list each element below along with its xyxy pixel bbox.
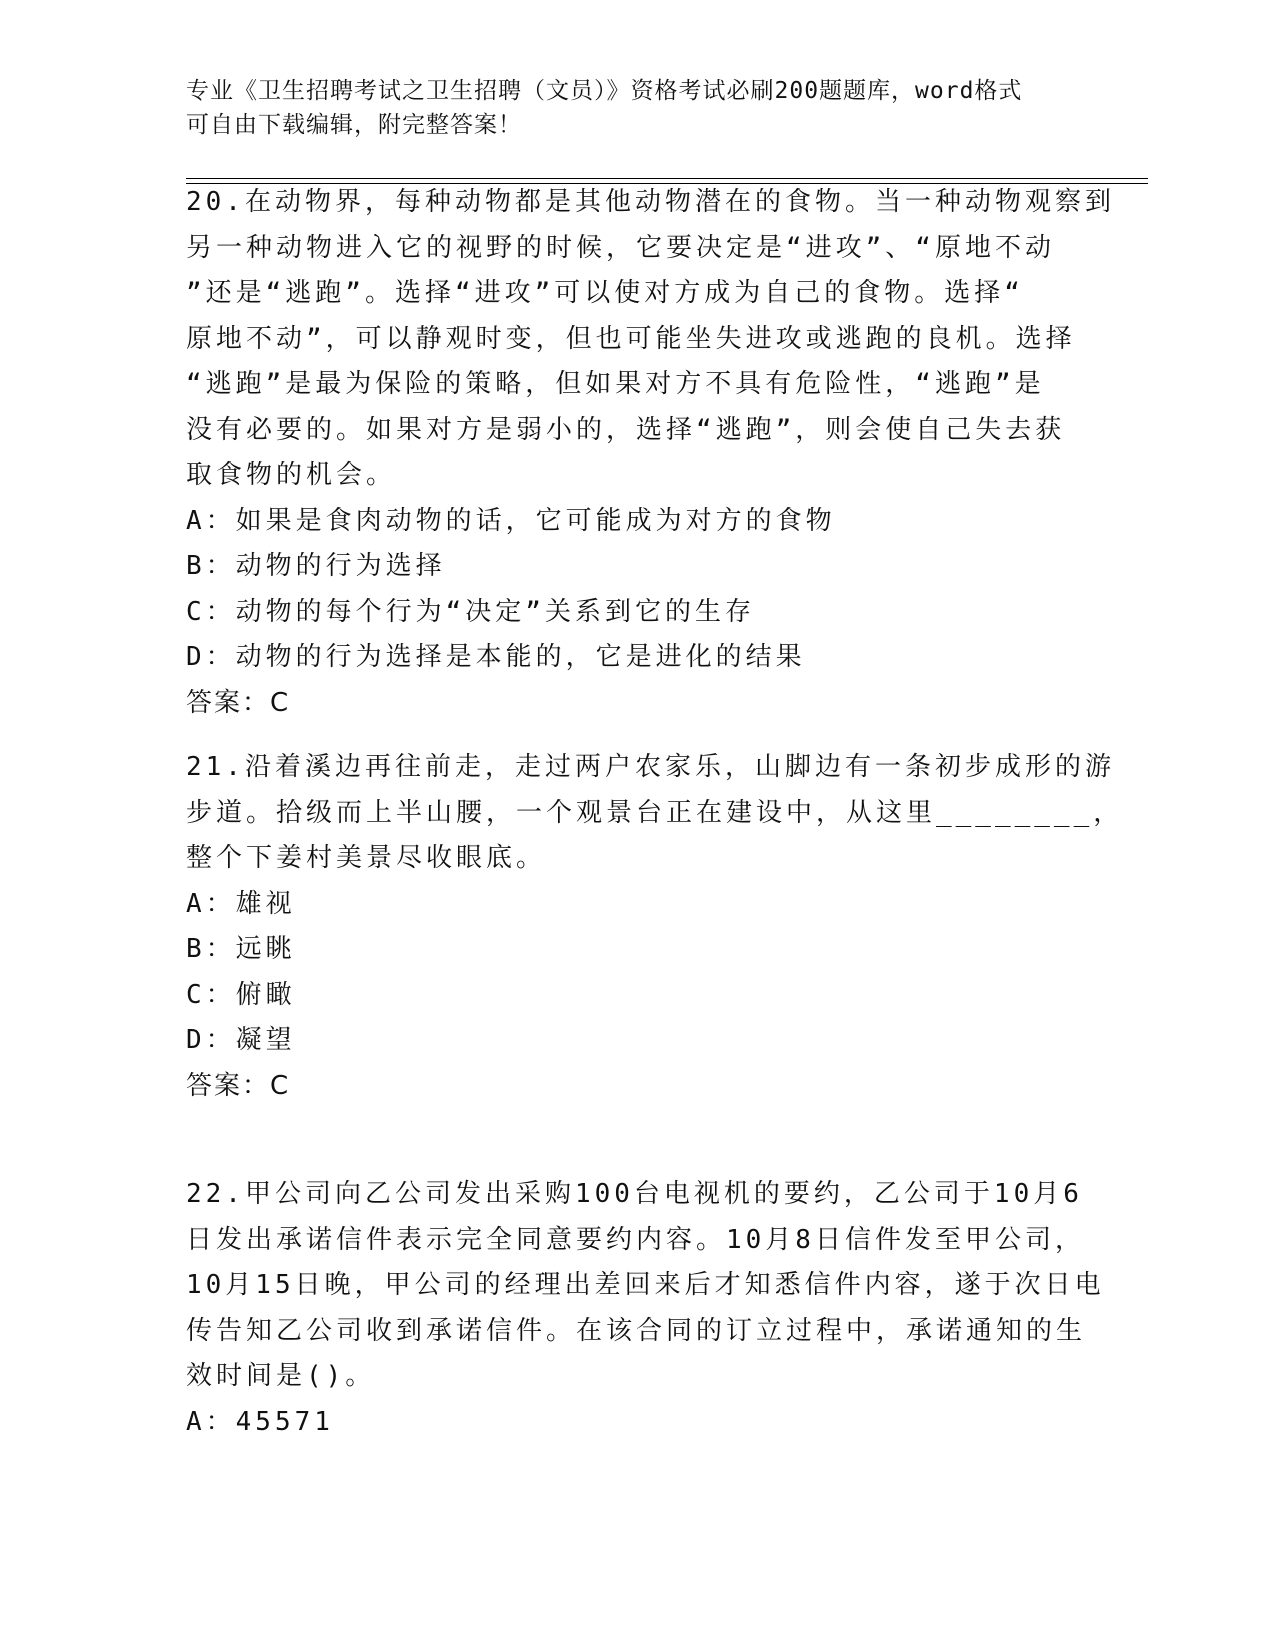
question-text-line: 没有必要的。如果对方是弱小的，选择“逃跑”，则会使自己失去获 bbox=[186, 414, 1066, 445]
option-b: B：远眺 bbox=[186, 934, 296, 964]
question-text-line: 步道。拾级而上半山腰，一个观景台正在建设中，从这里________， bbox=[186, 797, 1124, 828]
option-a: A：45571 bbox=[186, 1406, 334, 1437]
option-c: C：俯瞰 bbox=[186, 979, 296, 1010]
question-text-line: 传告知乙公司收到承诺信件。在该合同的订立过程中，承诺通知的生 bbox=[186, 1315, 1087, 1346]
question-text-line: 另一种动物进入它的视野的时候，它要决定是“进攻”、“原地不动 bbox=[186, 232, 1055, 263]
question-20-text bbox=[186, 180, 1115, 499]
question-text-line: 20.在动物界，每种动物都是其他动物潜在的食物。当一种动物观察到 bbox=[186, 187, 1115, 217]
question-22-text bbox=[186, 1172, 1105, 1400]
question-text-line: 效时间是()。 bbox=[186, 1361, 376, 1391]
option-a: A：雄视 bbox=[186, 888, 296, 919]
option-a: A：如果是食肉动物的话，它可能成为对方的食物 bbox=[186, 505, 836, 536]
option-c: C：动物的每个行为“决定”关系到它的生存 bbox=[186, 596, 755, 627]
question-21-text bbox=[186, 745, 1124, 882]
option-b: B：动物的行为选择 bbox=[186, 551, 446, 581]
document-header bbox=[186, 74, 1066, 142]
question-text-line: 日发出承诺信件表示完全同意要约内容。10月8日信件发至甲公司， bbox=[186, 1224, 1085, 1255]
header-divider-top bbox=[186, 178, 1148, 179]
question-text-line: 原地不动”，可以静观时变，但也可能坐失进攻或逃跑的良机。选择 bbox=[186, 323, 1076, 354]
question-text-line: 10月15日晚，甲公司的经理出差回来后才知悉信件内容，遂于次日电 bbox=[186, 1270, 1105, 1300]
question-text-line: “逃跑”是最为保险的策略，但如果对方不具有危险性，“逃跑”是 bbox=[186, 369, 1045, 399]
question-text-line: 取食物的机会。 bbox=[186, 460, 397, 490]
answer-label: 答案：C bbox=[186, 1070, 291, 1101]
question-20 bbox=[186, 180, 1115, 726]
question-text-line: 21.沿着溪边再往前走，走过两户农家乐，山脚边有一条初步成形的游 bbox=[186, 752, 1115, 782]
header-line-2: 可自由下载编辑，附完整答案！ bbox=[186, 112, 522, 138]
question-text-line: 整个下姜村美景尽收眼底。 bbox=[186, 843, 547, 873]
question-text-line: 22.甲公司向乙公司发出采购100台电视机的要约，乙公司于10月6 bbox=[186, 1179, 1083, 1209]
header-line-1: 专业《卫生招聘考试之卫生招聘（文员）》资格考试必刷200题题库，word格式 bbox=[186, 78, 1023, 104]
answer-label: 答案：C bbox=[186, 687, 291, 718]
question-21 bbox=[186, 745, 1124, 1109]
question-22 bbox=[186, 1172, 1105, 1445]
question-text-line: ”还是“逃跑”。选择“进攻”可以使对方成为自己的食物。选择“ bbox=[186, 278, 1024, 308]
option-d: D：凝望 bbox=[186, 1025, 296, 1055]
option-d: D：动物的行为选择是本能的，它是进化的结果 bbox=[186, 642, 806, 672]
